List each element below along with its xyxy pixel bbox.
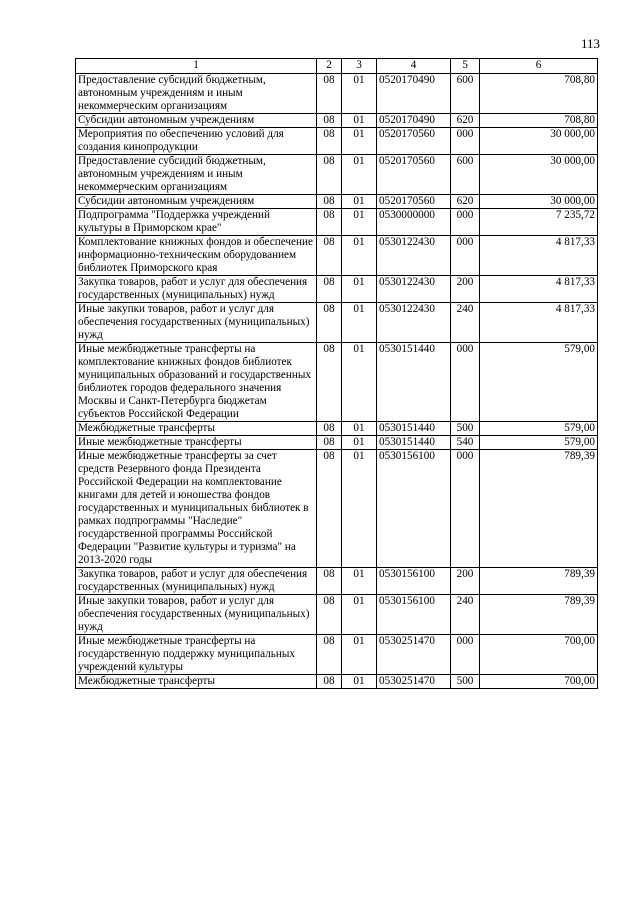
amount-cell: 579,00 xyxy=(480,422,598,436)
table-row xyxy=(76,209,598,236)
subsection-cell: 01 xyxy=(342,422,377,436)
table-row xyxy=(76,422,598,436)
section-cell: 08 xyxy=(317,209,342,236)
section-cell: 08 xyxy=(317,128,342,155)
subsection-cell: 01 xyxy=(342,209,377,236)
expense-type-cell: 200 xyxy=(451,568,480,595)
subsection-cell: 01 xyxy=(342,74,377,114)
subsection-cell: 01 xyxy=(342,635,377,675)
subsection-cell: 01 xyxy=(342,195,377,209)
target-code-cell: 0530000000 xyxy=(377,209,451,236)
amount-cell: 4 817,33 xyxy=(480,276,598,303)
subsection-cell: 01 xyxy=(342,303,377,343)
target-code-cell: 0530122430 xyxy=(377,303,451,343)
target-code-cell: 0530156100 xyxy=(377,568,451,595)
table-row xyxy=(76,450,598,568)
row-name-cell: Иные межбюджетные трансферты xyxy=(76,436,317,450)
amount-cell: 30 000,00 xyxy=(480,195,598,209)
amount-cell: 700,00 xyxy=(480,675,598,689)
table-row xyxy=(76,128,598,155)
amount-cell: 708,80 xyxy=(480,114,598,128)
expense-type-cell: 240 xyxy=(451,303,480,343)
section-cell: 08 xyxy=(317,303,342,343)
page-number: 113 xyxy=(580,36,600,51)
section-cell: 08 xyxy=(317,450,342,568)
row-name-cell: Субсидии автономным учреждениям xyxy=(76,114,317,128)
table-row xyxy=(76,675,598,689)
section-cell: 08 xyxy=(317,236,342,276)
target-code-cell: 0530251470 xyxy=(377,635,451,675)
expense-type-cell: 000 xyxy=(451,343,480,422)
amount-cell: 708,80 xyxy=(480,74,598,114)
amount-cell: 789,39 xyxy=(480,595,598,635)
expense-type-cell: 500 xyxy=(451,422,480,436)
amount-cell: 789,39 xyxy=(480,450,598,568)
expense-type-cell: 000 xyxy=(451,635,480,675)
expense-type-cell: 620 xyxy=(451,114,480,128)
amount-cell: 4 817,33 xyxy=(480,303,598,343)
table-row xyxy=(76,303,598,343)
expense-type-cell: 000 xyxy=(451,236,480,276)
table-header-row xyxy=(76,59,598,74)
column-header: 3 xyxy=(342,59,377,74)
row-name-cell: Иные межбюджетные трансферты на государственную поддержку муниципальных учреждений культуры xyxy=(76,635,317,675)
expense-type-cell: 000 xyxy=(451,450,480,568)
expense-type-cell: 000 xyxy=(451,128,480,155)
target-code-cell: 0530122430 xyxy=(377,236,451,276)
target-code-cell: 0530151440 xyxy=(377,436,451,450)
section-cell: 08 xyxy=(317,114,342,128)
expense-type-cell: 240 xyxy=(451,595,480,635)
expense-type-cell: 500 xyxy=(451,675,480,689)
subsection-cell: 01 xyxy=(342,276,377,303)
section-cell: 08 xyxy=(317,195,342,209)
expense-type-cell: 000 xyxy=(451,209,480,236)
table-row xyxy=(76,276,598,303)
section-cell: 08 xyxy=(317,155,342,195)
row-name-cell: Предоставление субсидий бюджетным, автономным учреждениям и иным некоммерческим организациям xyxy=(76,74,317,114)
column-header: 1 xyxy=(76,59,317,74)
amount-cell: 579,00 xyxy=(480,343,598,422)
row-name-cell: Иные межбюджетные трансферты на комплектование книжных фондов библиотек муниципальных образований и государственных библиотек городов федерального значения Москвы и Санкт-Петербурга бюджетам субъектов Российской Федерации xyxy=(76,343,317,422)
target-code-cell: 0530122430 xyxy=(377,276,451,303)
target-code-cell: 0520170560 xyxy=(377,155,451,195)
column-header: 4 xyxy=(377,59,451,74)
row-name-cell: Комплектование книжных фондов и обеспечение информационно-техническим оборудованием библиотек Приморского края xyxy=(76,236,317,276)
target-code-cell: 0530156100 xyxy=(377,450,451,568)
row-name-cell: Иные закупки товаров, работ и услуг для обеспечения государственных (муниципальных) нужд xyxy=(76,595,317,635)
target-code-cell: 0530151440 xyxy=(377,422,451,436)
row-name-cell: Иные закупки товаров, работ и услуг для обеспечения государственных (муниципальных) нужд xyxy=(76,303,317,343)
table-row xyxy=(76,155,598,195)
row-name-cell: Межбюджетные трансферты xyxy=(76,422,317,436)
table-row xyxy=(76,343,598,422)
expense-type-cell: 620 xyxy=(451,195,480,209)
expense-type-cell: 540 xyxy=(451,436,480,450)
subsection-cell: 01 xyxy=(342,155,377,195)
target-code-cell: 0530251470 xyxy=(377,675,451,689)
section-cell: 08 xyxy=(317,568,342,595)
expense-type-cell: 600 xyxy=(451,155,480,195)
target-code-cell: 0520170490 xyxy=(377,74,451,114)
target-code-cell: 0520170560 xyxy=(377,128,451,155)
row-name-cell: Предоставление субсидий бюджетным, автономным учреждениям и иным некоммерческим организациям xyxy=(76,155,317,195)
target-code-cell: 0520170560 xyxy=(377,195,451,209)
budget-table xyxy=(75,58,598,689)
row-name-cell: Закупка товаров, работ и услуг для обеспечения государственных (муниципальных) нужд xyxy=(76,276,317,303)
target-code-cell: 0520170490 xyxy=(377,114,451,128)
table-row xyxy=(76,595,598,635)
row-name-cell: Закупка товаров, работ и услуг для обеспечения государственных (муниципальных) нужд xyxy=(76,568,317,595)
section-cell: 08 xyxy=(317,436,342,450)
section-cell: 08 xyxy=(317,74,342,114)
section-cell: 08 xyxy=(317,635,342,675)
row-name-cell: Иные межбюджетные трансферты за счет средств Резервного фонда Президента Российской Федерации на комплектование книгами для детей и юношества фондов государственных и муниципальных библиотек в рамках подпрограммы "Наследие" государственной программы Российской Федерации "Развитие культуры и туризма" на 2013-2020 годы xyxy=(76,450,317,568)
column-header: 6 xyxy=(480,59,598,74)
target-code-cell: 0530156100 xyxy=(377,595,451,635)
subsection-cell: 01 xyxy=(342,450,377,568)
subsection-cell: 01 xyxy=(342,568,377,595)
subsection-cell: 01 xyxy=(342,114,377,128)
row-name-cell: Подпрограмма "Поддержка учреждений культуры в Приморском крае" xyxy=(76,209,317,236)
amount-cell: 700,00 xyxy=(480,635,598,675)
amount-cell: 4 817,33 xyxy=(480,236,598,276)
table-row xyxy=(76,195,598,209)
row-name-cell: Мероприятия по обеспечению условий для создания кинопродукции xyxy=(76,128,317,155)
amount-cell: 7 235,72 xyxy=(480,209,598,236)
table-row xyxy=(76,635,598,675)
column-header: 5 xyxy=(451,59,480,74)
subsection-cell: 01 xyxy=(342,436,377,450)
subsection-cell: 01 xyxy=(342,343,377,422)
row-name-cell: Субсидии автономным учреждениям xyxy=(76,195,317,209)
section-cell: 08 xyxy=(317,595,342,635)
expense-type-cell: 600 xyxy=(451,74,480,114)
subsection-cell: 01 xyxy=(342,128,377,155)
subsection-cell: 01 xyxy=(342,675,377,689)
column-header: 2 xyxy=(317,59,342,74)
subsection-cell: 01 xyxy=(342,236,377,276)
table-row xyxy=(76,74,598,114)
amount-cell: 789,39 xyxy=(480,568,598,595)
table-row xyxy=(76,568,598,595)
amount-cell: 579,00 xyxy=(480,436,598,450)
amount-cell: 30 000,00 xyxy=(480,155,598,195)
table-row xyxy=(76,436,598,450)
subsection-cell: 01 xyxy=(342,595,377,635)
section-cell: 08 xyxy=(317,422,342,436)
target-code-cell: 0530151440 xyxy=(377,343,451,422)
section-cell: 08 xyxy=(317,276,342,303)
row-name-cell: Межбюджетные трансферты xyxy=(76,675,317,689)
table-row xyxy=(76,236,598,276)
section-cell: 08 xyxy=(317,675,342,689)
amount-cell: 30 000,00 xyxy=(480,128,598,155)
section-cell: 08 xyxy=(317,343,342,422)
table-row xyxy=(76,114,598,128)
expense-type-cell: 200 xyxy=(451,276,480,303)
